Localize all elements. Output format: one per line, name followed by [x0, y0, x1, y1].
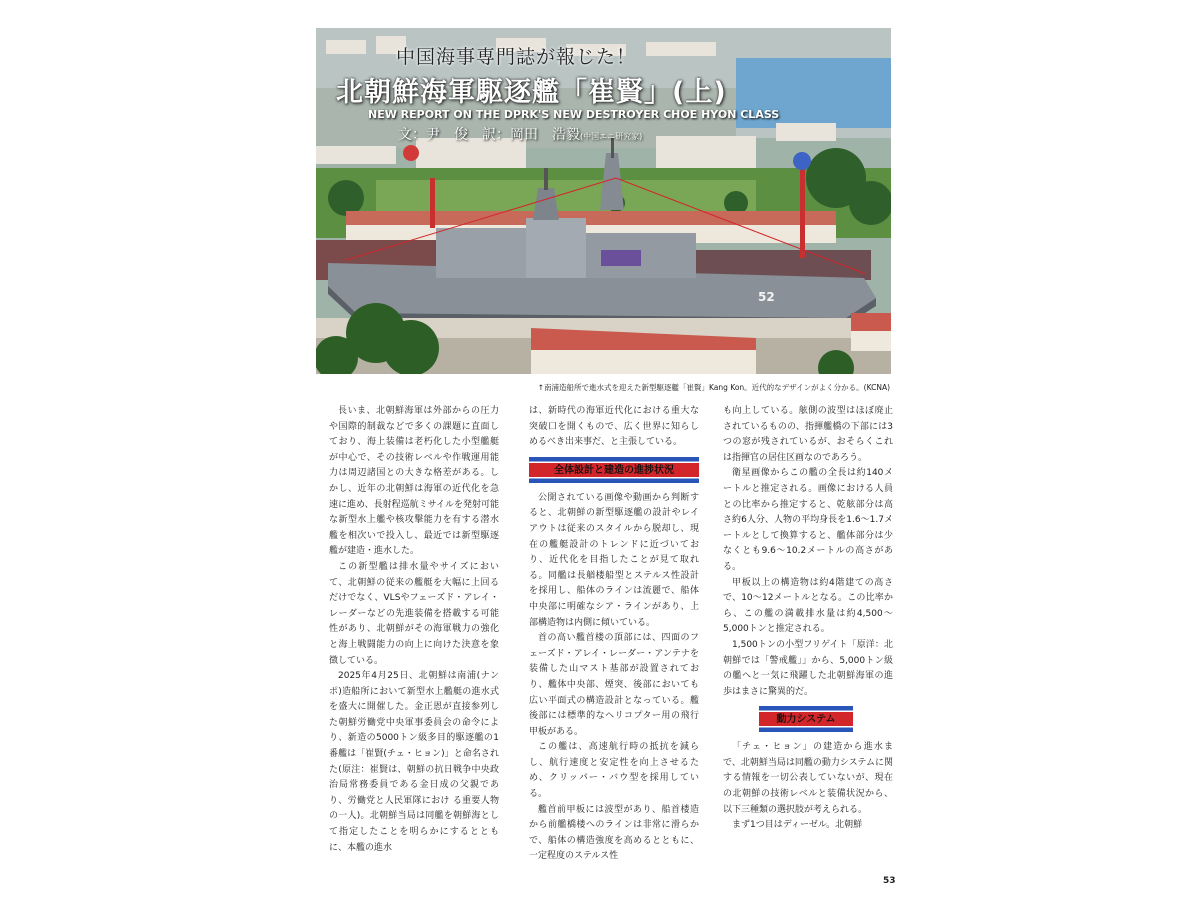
section-heading-propulsion — [759, 706, 853, 732]
paragraph: まず1つ目はディーゼル。北朝鮮 — [732, 820, 863, 831]
photo-caption: ↑南浦造船所で進水式を迎えた新型駆逐艦「崔賢」Kang Kon。近代的なデザインがよく分かる。(KCNA) — [537, 383, 890, 392]
paragraph: この艦は、高速航行時の抵抗を減らし、航行速度と安定性を向上させるため、クリッパー・バウ型を採用している。 — [529, 742, 699, 800]
paragraph: 1,500トンの小型フリゲイト「原洋：北朝鮮では「警戒艦」」から、5,000トン級の艦へと一気に飛躍した北朝鮮海軍の進歩はまさに驚異的だ。 — [723, 639, 893, 697]
credits-names: 文：尹 俊 訳：岡田 浩毅 — [398, 127, 580, 143]
section-heading-text: 動力システム — [776, 714, 836, 726]
paragraph: 甲板以上の構造物は約4階建ての高さで、10～12メートルとなる。この比率から、この艦の満載排水量は約4,500～5,000トンと推定される。 — [723, 577, 893, 635]
text-column-1 — [329, 404, 499, 856]
page-number: 53 — [883, 876, 896, 886]
paragraph: 「チェ・ヒョン」の建造から進水まで、北朝鮮当局は同艦の動力システムに関する情報を一切公表していないが、現在の北朝鮮の技術レベルと装備状況から、以下三種類の選択肢が考えられる。 — [723, 742, 893, 815]
paragraph: 衛星画像からこの艦の全長は約140メートルと推定される。画像における人員との比率から推定すると、乾舷部分は高さ約6人分、人物の平均身長を1.6～1.7メートルとして換算すると、艦体部分は少なくとも9.6～10.2メートルの高さがある。 — [723, 468, 893, 572]
section-heading-text: 全体設計と建造の進捗状況 — [554, 464, 674, 476]
article-title: 北朝鮮海軍駆逐艦「崔賢」(上) — [336, 77, 727, 108]
paragraph: は、新時代の海軍近代化における重大な突破口を開くもので、広く世界に知らしめるべき出来事だ、と主張している。 — [529, 406, 699, 448]
paragraph: 2025年4月25日、北朝鮮は南浦(ナンポ)造船所において新型水上艦艇の進水式を盛大に開催した。金正恩が直接参列した朝鮮労働党中央軍事委員会の命令により、新造の5000トン級多目的駆逐艦の1番艦は「崔賢(チェ・ヒョン)」と命名された(原注：崔賢は、朝鮮の抗日戦争中央政治局常務委員である金日成の父親であり、労働党と人民軍隊におけ る重要人物の一人)。北朝鮮当局は同艦を朝鮮海として指定したことを明らかにするとともに、本艦の進水 — [329, 671, 499, 853]
paragraph: も向上している。舷側の波型はほぼ廃止されているものの、指揮艦橋の下部には3つの窓が残されているが、おそらくこれは指揮官の居住区画なのであろう。 — [723, 406, 893, 463]
text-column-3 — [723, 404, 893, 834]
paragraph: 首の高い艦首楼の頂部には、四面のフェーズド・アレイ・レーダー・アンテナを装備した山マスト基部が設置されており、艦体中央部、煙突、後部においても広い平面式の構造設計となっている。艦後部には標準的なヘリコプター用の飛行甲板がある。 — [529, 633, 699, 737]
section-heading-design — [529, 457, 699, 483]
paragraph: 公開されている画像や動画から判断すると、北朝鮮の新型駆逐艦の設計やレイアウトは従来のスタイルから脱却し、現在の艦艇設計のトレンドに近づいており、近代化を目指したことが見て取れる。同艦は長艏楼船型とステルス性設計を採用し、船体のラインは流麗で、船体中央部に明確なシア・ラインがあり、上部構造物は内側に傾いている。 — [529, 492, 699, 628]
article-subtitle: NEW REPORT ON THE DPRK'S NEW DESTROYER CHOE HYON CLASS — [368, 108, 780, 121]
hero-photo — [316, 28, 891, 374]
article-kicker: 中国海事専門誌が報じた！ — [396, 46, 637, 68]
hull-number: 52 — [758, 290, 775, 304]
paragraph: 艦首前甲板には波型があり、船首楼造から前艦橋楼へのラインは非常に滑らかで、船体の構造強度を高めるとともに、一定程度のステルス性 — [529, 804, 699, 862]
author-credits — [398, 124, 642, 144]
text-column-2 — [529, 404, 699, 865]
paragraph: この新型艦は排水量やサイズにおいて、北朝鮮の従来の艦艇を大幅に上回るだけでなく、VLSやフェーズド・アレイ・レーダーなどの先進装備を搭載する可能性があり、北朝鮮がその海軍戦力の強化と海上戦闘能力の向上に向けた決意を象徴している。 — [329, 561, 499, 666]
credits-note: (中国エニ研究家) — [580, 132, 643, 141]
paragraph: 長いま、北朝鮮海軍は外部からの圧力や国際的制裁などで多くの課題に直面しており、海上装備は老朽化した小型艦艇が中心で、その技術レベルや作戦運用能力は周辺諸国との大きな格差がある。しかし、近年の北朝鮮は海軍の近代化を急速に進め、長射程巡航ミサイルを発射可能な新型水上艦や核攻撃能力を有する潜水艦を相次いで投入し、最近では新型駆逐艦が建造・進水した。 — [329, 406, 500, 557]
